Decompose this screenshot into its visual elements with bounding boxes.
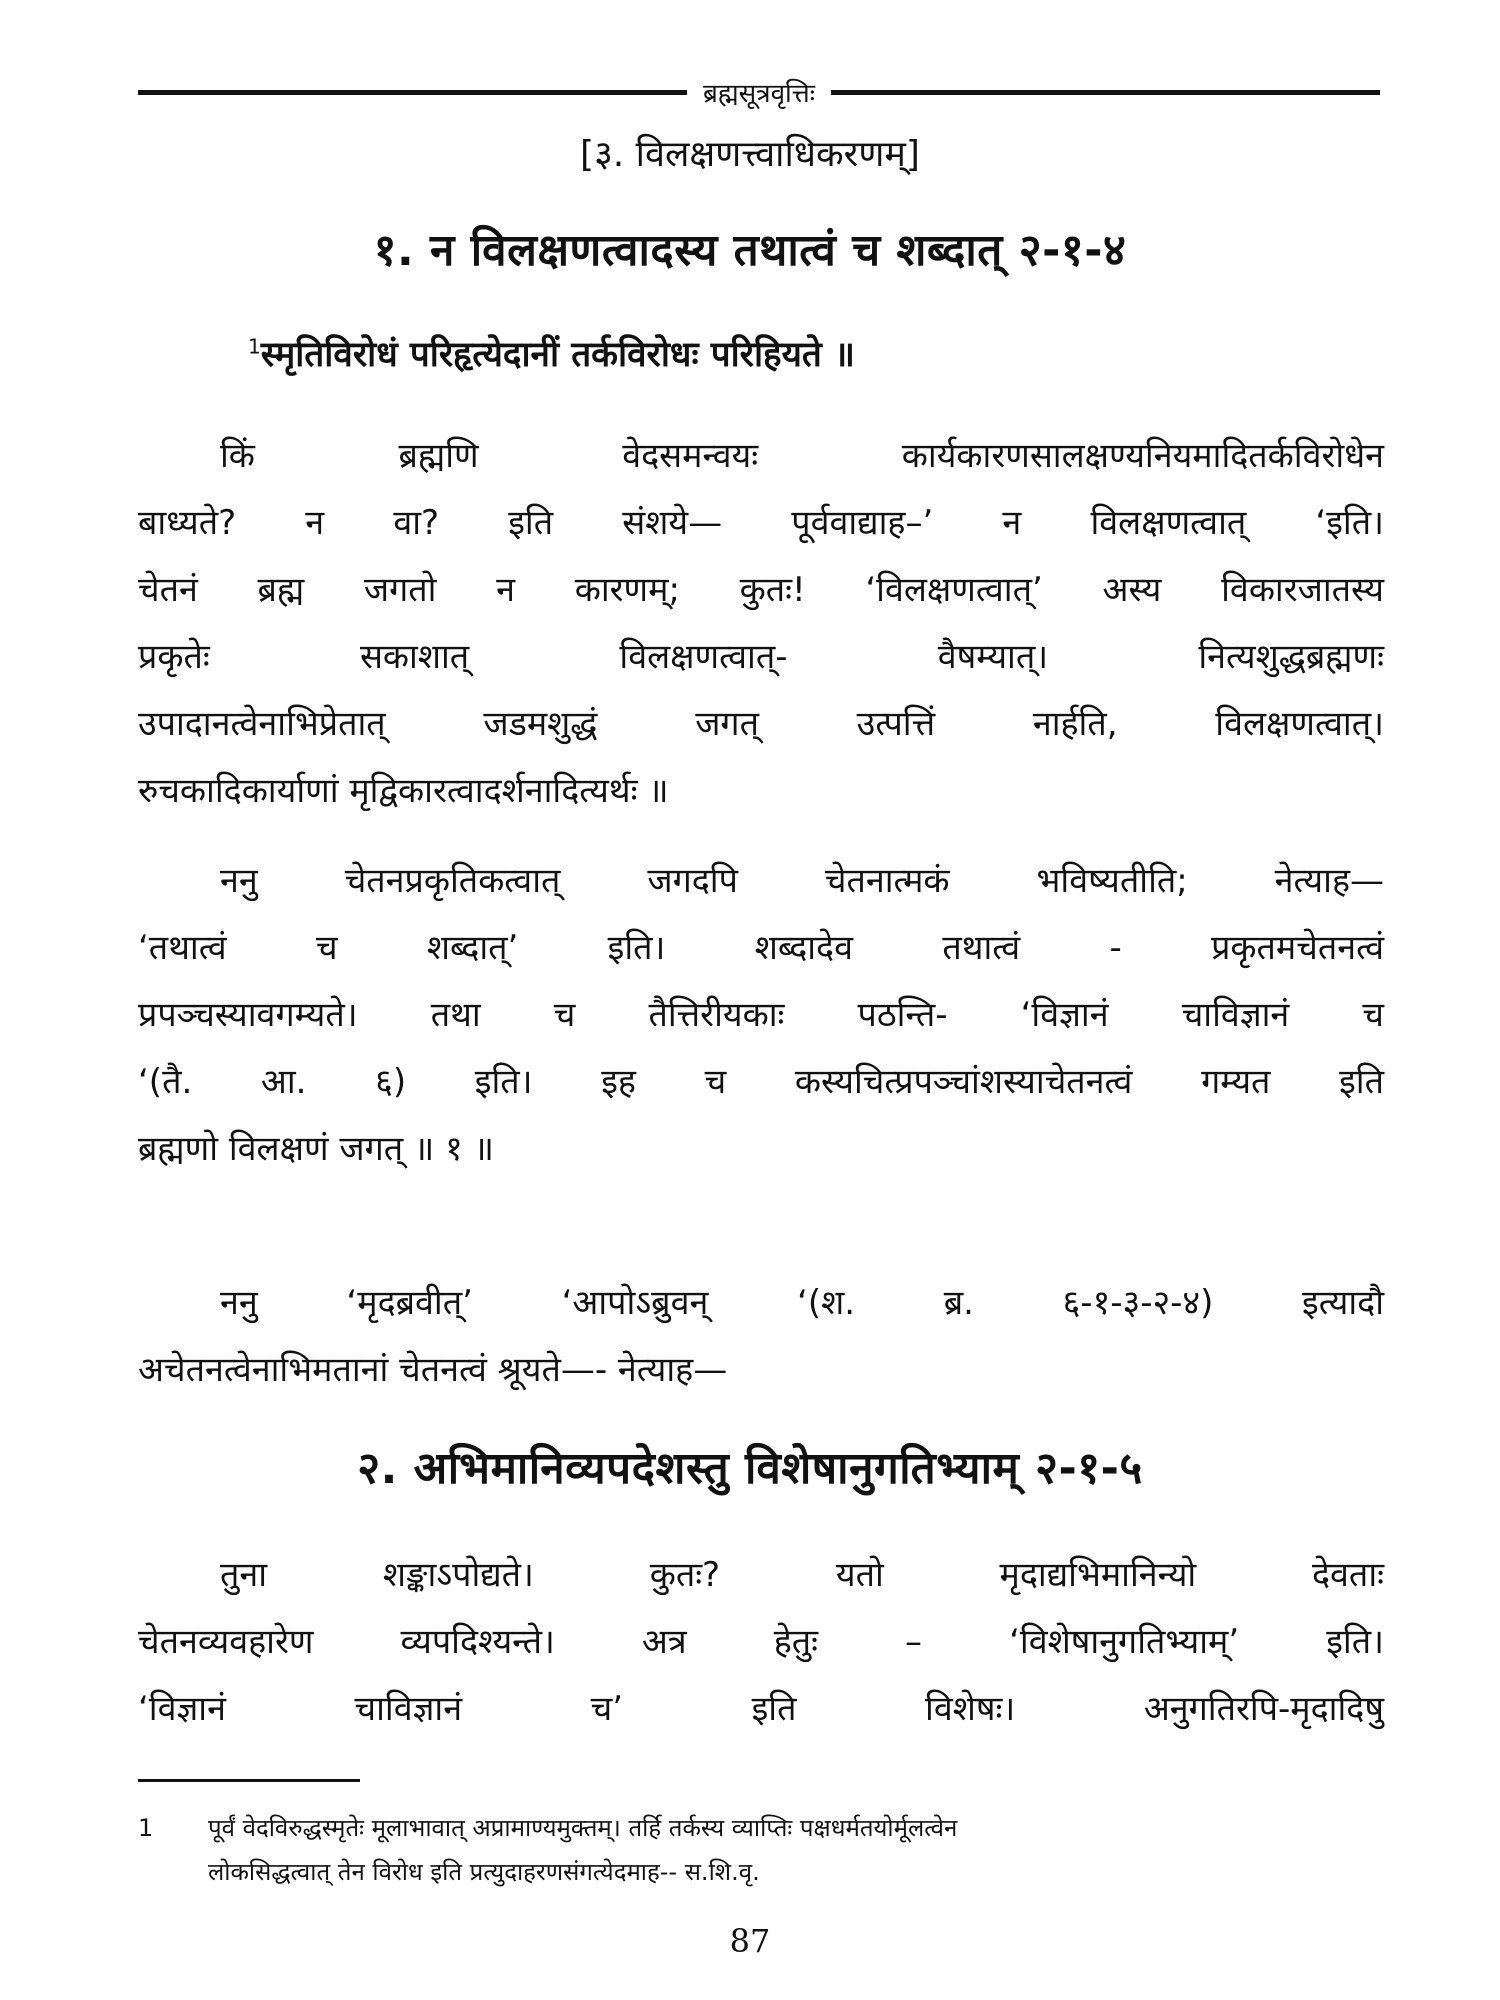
paragraph-2 xyxy=(138,848,1384,1183)
footnote-divider xyxy=(138,1779,360,1782)
paragraph-line: प्रपञ्चस्यावगम्यते। तथा च तैत्तिरीयकाः पठन्ति- ‘विज्ञानं चाविज्ञानं च xyxy=(138,995,1384,1035)
sutra-heading-2: २. अभिमानिव्यपदेशस्तु विशेषानुगतिभ्याम् २-१-५ xyxy=(357,1443,1143,1494)
footnote xyxy=(138,1806,1384,1894)
footnote-line: लोकसिद्धत्वात् तेन विरोध इति प्रत्युदाहरणसंगत्येदमाह-- स.शि.वृ. xyxy=(208,1858,760,1886)
paragraph-line: ननु ‘मृदब्रवीत्’ ‘आपोऽब्रुवन् ‘(श. ब्र. ६-१-३-२-४) इत्यादौ xyxy=(220,1283,1384,1323)
paragraph-4 xyxy=(138,1542,1384,1743)
paragraph-line: ‘तथात्वं च शब्दात्’ इति। शब्दादेव तथात्वं - प्रकृतमचेतनत्वं xyxy=(138,928,1384,968)
page-number: 87 xyxy=(729,1922,771,1960)
sutra-heading-1: १. न विलक्षणत्वादस्य तथात्वं च शब्दात् २-१-४ xyxy=(373,225,1127,276)
header-rule-left xyxy=(138,90,687,95)
paragraph-line: ब्रह्मणो विलक्षणं जगत् ॥ १ ॥ xyxy=(138,1129,494,1169)
running-title: ब्रह्मसूत्रवृत्तिः xyxy=(703,79,816,109)
section-heading: [३. विलक्षणत्त्वाधिकरणम्] xyxy=(580,134,920,175)
paragraph-line: चेतनव्यवहारेण व्यपदिश्यन्ते। अत्र हेतुः – ‘विशेषानुगतिभ्याम्’ इति। xyxy=(138,1622,1384,1662)
paragraph-line: ‘(तै. आ. ६) इति। इह च कस्यचित्प्रपञ्चांशस्याचेतनत्वं गम्यत इति xyxy=(138,1062,1384,1102)
footnote-number: 1 xyxy=(138,1814,154,1842)
paragraph-line: अचेतनत्वेनाभिमतानां चेतनत्वं श्रूयते—- नेत्याह— xyxy=(138,1350,728,1390)
intro-line xyxy=(248,330,855,377)
header-rule-right xyxy=(831,90,1380,95)
footnote-line: पूर्वं वेदविरुद्धस्मृतेः मूलाभावात् अप्रामाण्यमुक्तम्। तर्हि तर्कस्य व्याप्तिः पक्षधर्मतयोर्मूलत्वेन xyxy=(208,1814,958,1842)
paragraph-1 xyxy=(138,423,1384,825)
paragraph-line: प्रकृतेः सकाशात् विलक्षणत्वात्- वैषम्यात्। नित्यशुद्धब्रह्मणः xyxy=(138,637,1384,677)
paragraph-line: बाध्यते? न वा? इति संशये— पूर्ववाद्याह–’ न विलक्षणत्वात् ‘इति। xyxy=(138,503,1384,543)
paragraph-line: चेतनं ब्रह्म जगतो न कारणम्; कुतः! ‘विलक्षणत्वात्’ अस्य विकारजातस्य xyxy=(138,570,1384,610)
paragraph-line: ननु चेतनप्रकृतिकत्वात् जगदपि चेतनात्मकं भविष्यतीति; नेत्याह— xyxy=(220,861,1384,901)
running-header xyxy=(138,72,1380,112)
paragraph-line: ‘विज्ञानं चाविज्ञानं च’ इति विशेषः। अनुगतिरपि-मृदादिषु xyxy=(138,1689,1384,1729)
paragraph-line: उपादानत्वेनाभिप्रेतात् जडमशुद्धं जगत् उत्पत्तिं नार्हति, विलक्षणत्वात्। xyxy=(138,704,1384,744)
paragraph-line: रुचकादिकार्याणां मृद्विकारत्वादर्शनादित्यर्थः ॥ xyxy=(138,771,669,811)
paragraph-3 xyxy=(138,1270,1384,1404)
footnote-body xyxy=(208,1806,1384,1894)
footnote-reference: 1 xyxy=(248,334,261,359)
intro-text: स्मृतिविरोधं परिहृत्येदानीं तर्कविरोधः परिहियते ॥ xyxy=(260,335,856,375)
paragraph-line: तुना शङ्काऽपोद्यते। कुतः? यतो मृदाद्यभिमानिन्यो देवताः xyxy=(220,1555,1384,1595)
paragraph-line: किं ब्रह्मणि वेदसमन्वयः कार्यकारणसालक्षण्यनियमादितर्कविरोधेन xyxy=(220,436,1384,476)
